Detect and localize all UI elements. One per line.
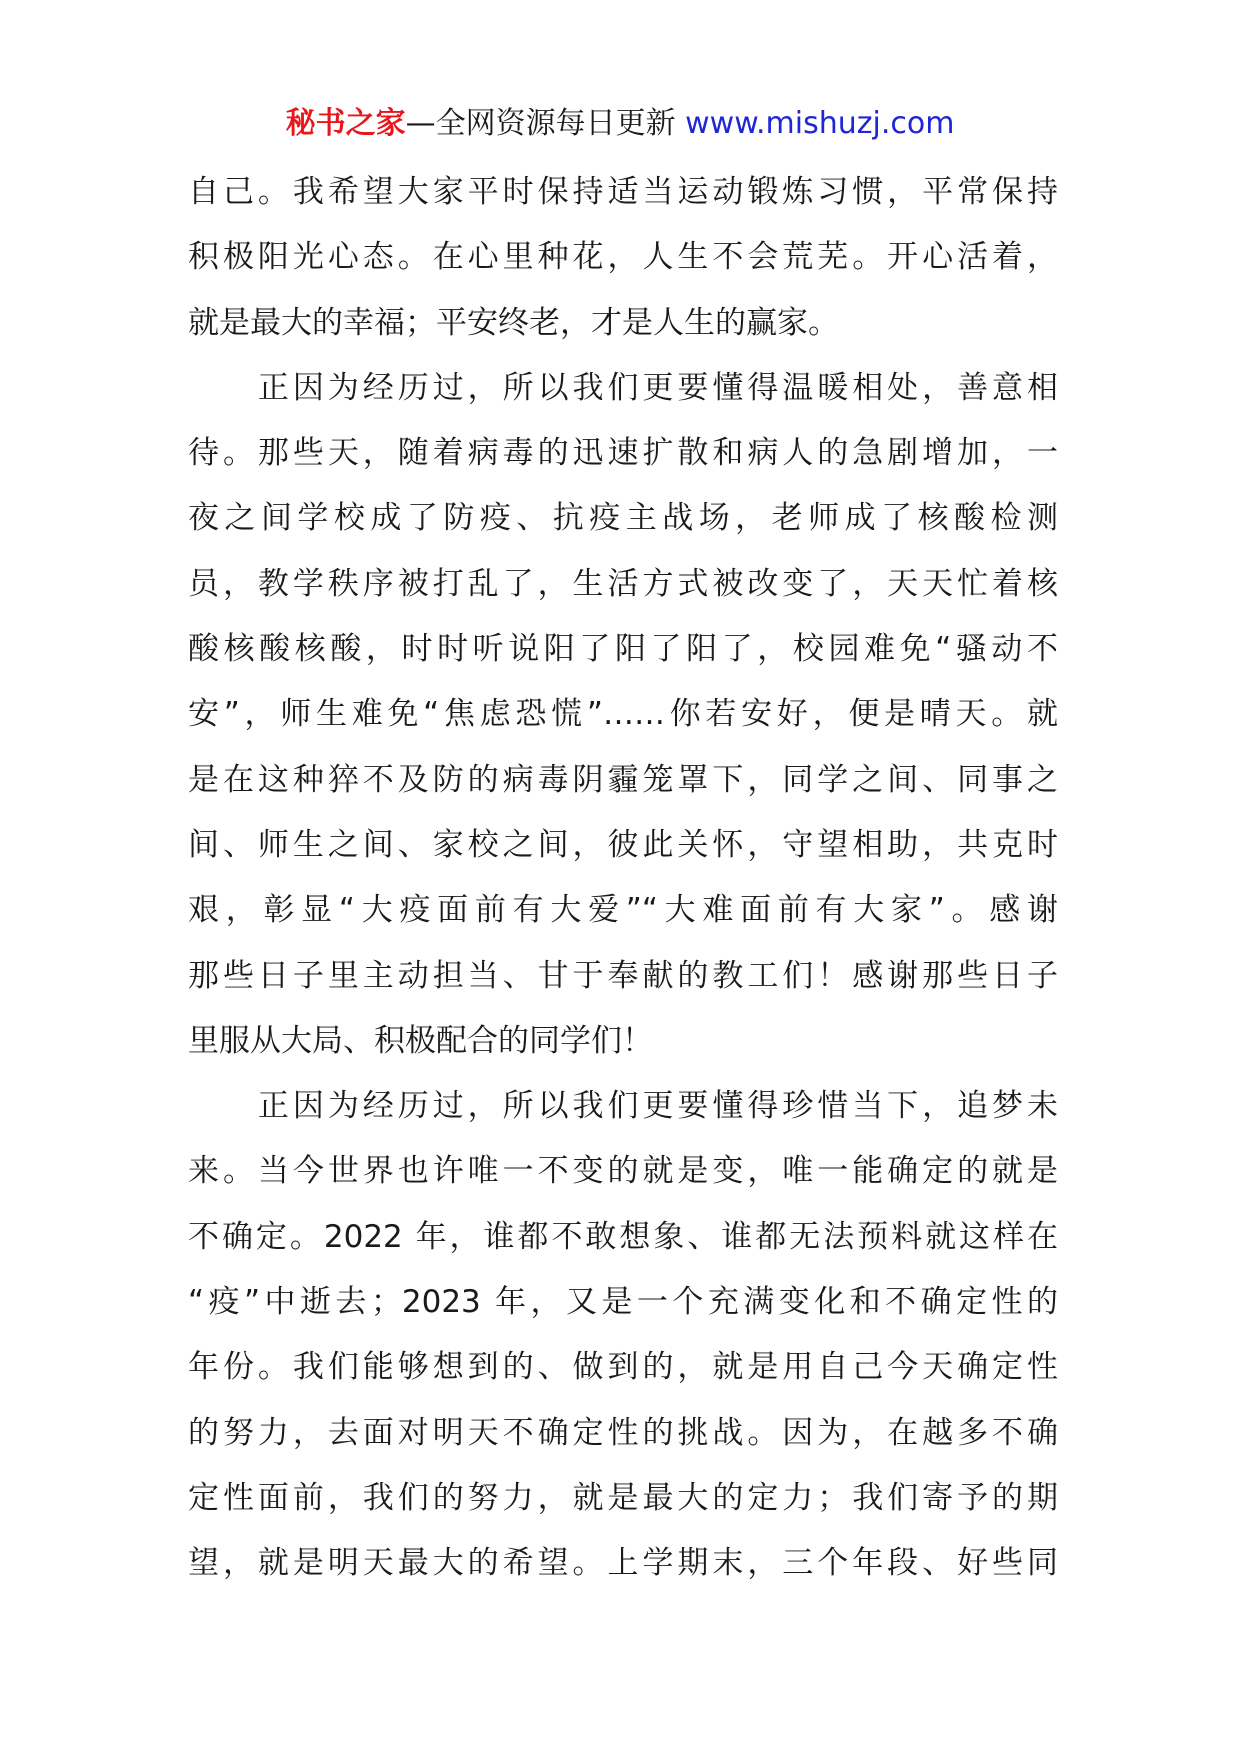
- text-line: 积极阳光心态。在心里种花，人生不会荒芜。开心活着，: [188, 239, 1058, 276]
- text-line: “疫”中逝去；2023 年，又是一个充满变化和不确定性的: [188, 1284, 1058, 1321]
- text-line: 望，就是明天最大的希望。上学期末，三个年段、好些同: [188, 1545, 1058, 1582]
- page-header: [0, 104, 1240, 144]
- text-line: 待。那些天，随着病毒的迅速扩散和病人的急剧增加，一: [188, 435, 1058, 472]
- text-line: 自己。我希望大家平时保持适当运动锻炼习惯，平常保持: [188, 174, 1058, 210]
- text-line: 艰，彰显“大疫面前有大爱”“大难面前有大家”。感谢: [188, 892, 1058, 929]
- header-tagline: —全网资源每日更新: [405, 106, 676, 141]
- text-line: 就是最大的幸福；平安终老，才是人生的赢家。: [188, 304, 839, 341]
- text-line: 年份。我们能够想到的、做到的，就是用自己今天确定性: [188, 1349, 1058, 1386]
- text-line: 不确定。2022 年，谁都不敢想象、谁都无法预料就这样在: [188, 1218, 1058, 1255]
- text-line: 的努力，去面对明天不确定性的挑战。因为，在越多不确: [188, 1414, 1058, 1451]
- site-url-link[interactable]: www.mishuzj.com: [685, 106, 955, 141]
- text-line: 正因为经历过，所以我们更要懂得珍惜当下，追梦未: [188, 1088, 1058, 1125]
- text-line: 酸核酸核酸，时时听说阳了阳了阳了，校园难免“骚动不: [188, 631, 1058, 668]
- text-line: 定性面前，我们的努力，就是最大的定力；我们寄予的期: [188, 1479, 1058, 1516]
- text-line: 间、师生之间、家校之间，彼此关怀，守望相助，共克时: [188, 826, 1058, 863]
- text-line: 正因为经历过，所以我们更要懂得温暖相处，善意相: [188, 369, 1058, 406]
- text-line: 员，教学秩序被打乱了，生活方式被改变了，天天忙着核: [188, 565, 1058, 602]
- text-line: 夜之间学校成了防疫、抗疫主战场，老师成了核酸检测: [188, 500, 1058, 537]
- text-line: 来。当今世界也许唯一不变的就是变，唯一能确定的就是: [188, 1153, 1058, 1190]
- document-body: [188, 160, 1058, 1597]
- brand-name: 秘书之家: [285, 106, 406, 141]
- text-line: 安”，师生难免“焦虑恐慌”……你若安好，便是晴天。就: [188, 696, 1058, 733]
- text-line: 里服从大局、积极配合的同学们！: [188, 1022, 653, 1059]
- text-line: 那些日子里主动担当、甘于奉献的教工们！感谢那些日子: [188, 957, 1058, 994]
- text-line: 是在这种猝不及防的病毒阴霾笼罩下，同学之间、同事之: [188, 761, 1058, 798]
